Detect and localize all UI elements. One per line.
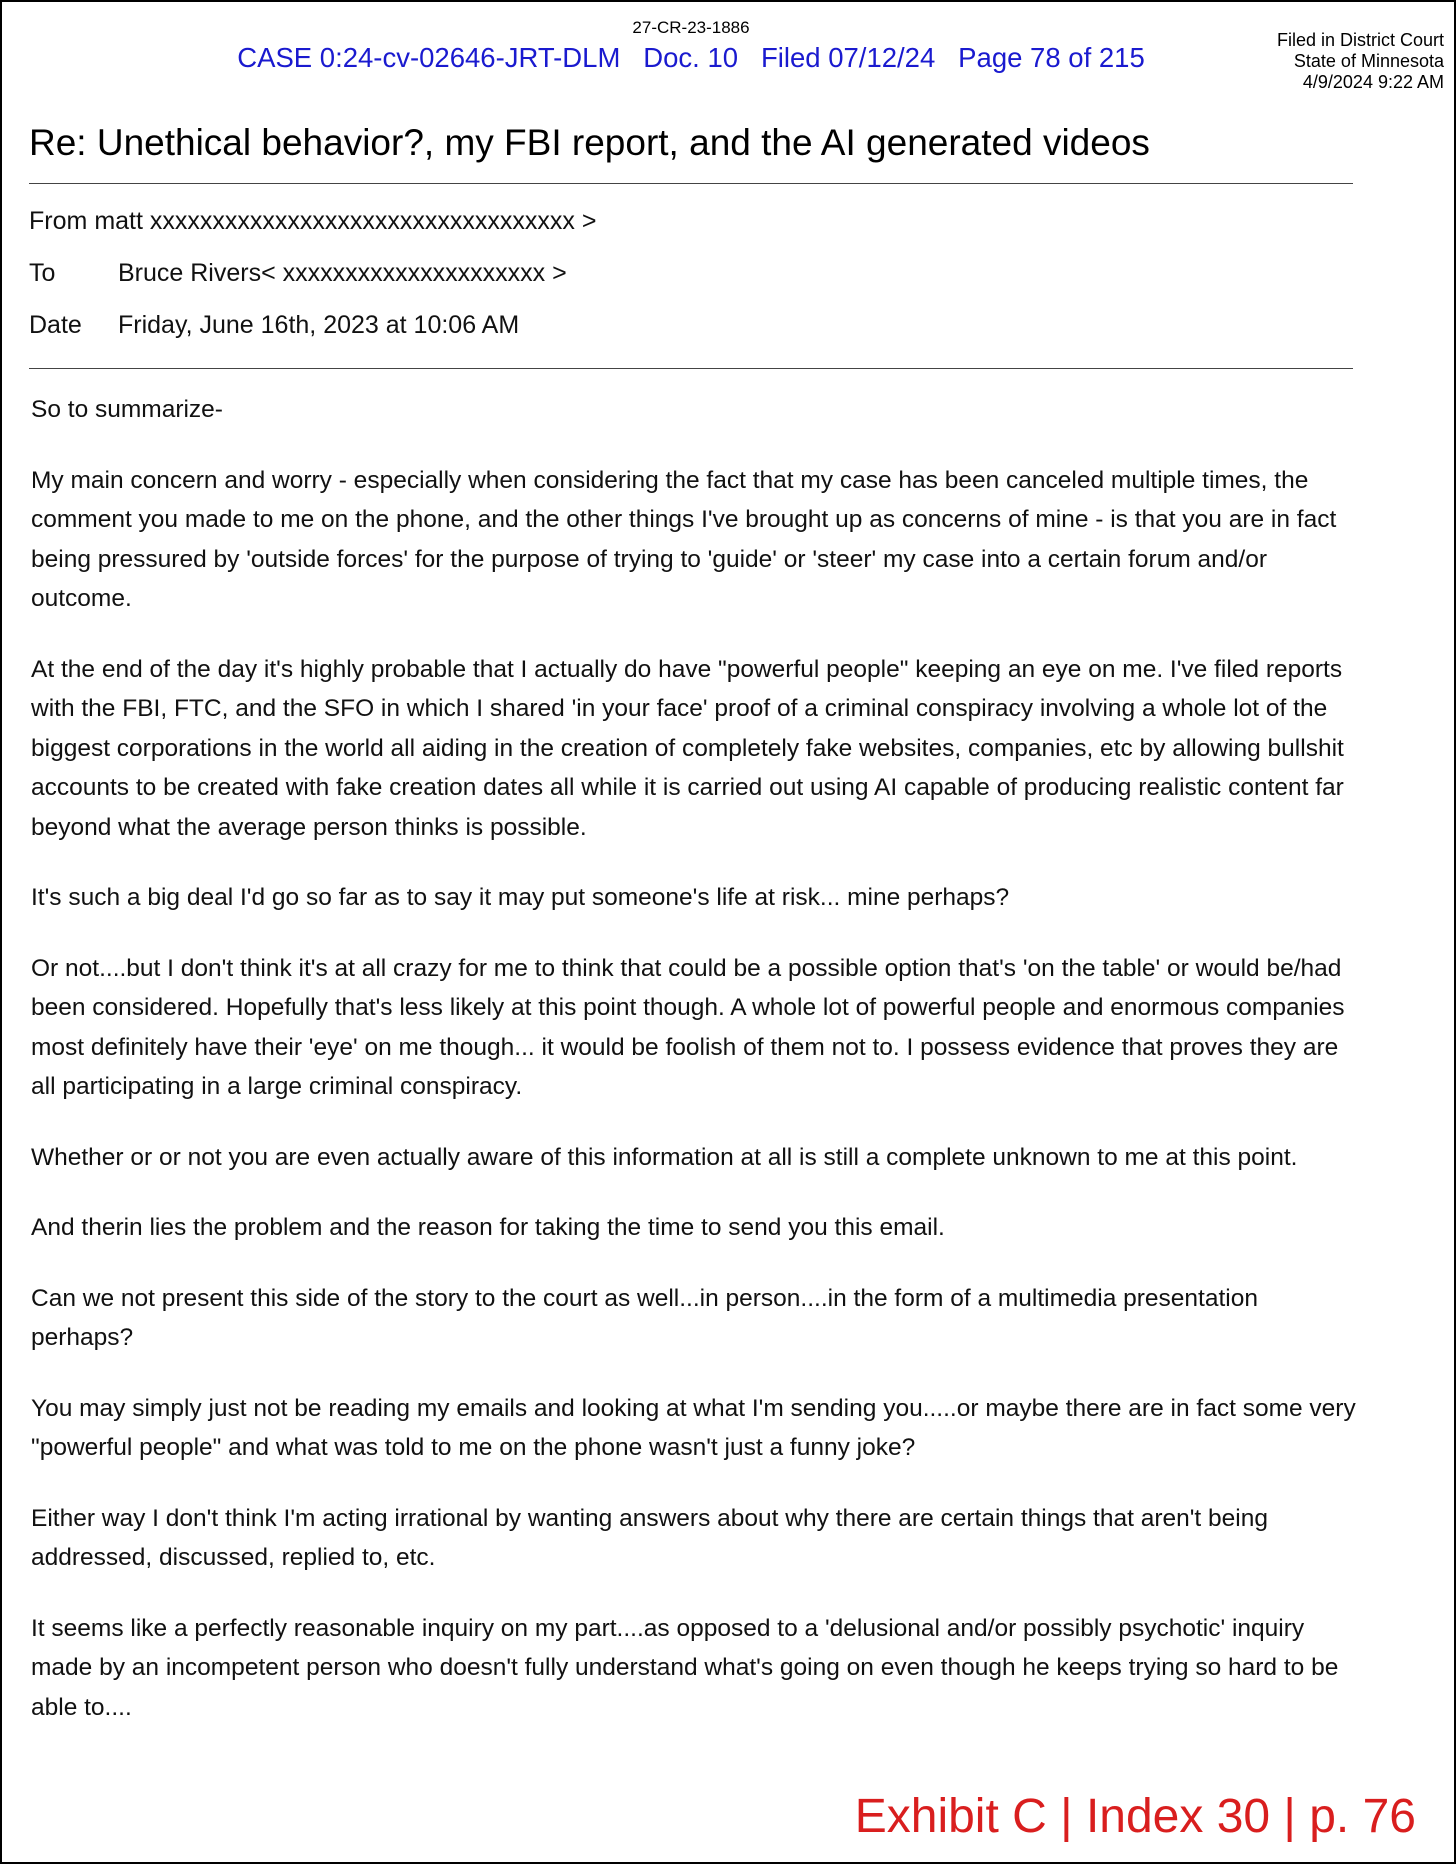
filed-stamp-line-court: Filed in District Court bbox=[1276, 30, 1444, 50]
filed-stamp bbox=[1277, 30, 1444, 93]
body-paragraph: At the end of the day it's highly probable that I actually do have "powerful people" keeping an eye on me. I've filed reports with the FBI, FTC, and the SFO in which I shared 'in your face' proof of a criminal conspiracy involving a whole lot of the biggest corporations in the world all aiding in the creation of completely fake websites, companies, etc by allowing bullshit accounts to be created with fake creation dates all while it is carried out using AI capable of producing realistic content far beyond what the average person thinks is possible. bbox=[31, 655, 1344, 841]
email-from-row bbox=[29, 207, 596, 236]
body-paragraph: Can we not present this side of the story to the court as well...in person....in the form of a multimedia presentation perhaps? bbox=[31, 1284, 1258, 1351]
filed-stamp-line-datetime: 4/9/2024 9:22 AM bbox=[1302, 72, 1444, 92]
body-paragraph: It seems like a perfectly reasonable inquiry on my part....as opposed to a 'delusional and/or possibly psychotic' inquiry made by an incompetent person who doesn't fully understand what's going on even though he keeps trying so hard to be able to.... bbox=[31, 1614, 1339, 1721]
body-paragraph: And therin lies the problem and the reason for taking the time to send you this email. bbox=[31, 1214, 945, 1241]
body-paragraph: Whether or or not you are even actually aware of this information at all is still a complete unknown to me at this point. bbox=[31, 1143, 1298, 1171]
from-label: From bbox=[29, 207, 88, 235]
body-paragraph: You may simply just not be reading my emails and looking at what I'm sending you.....or maybe there are in fact some very "powerful people" and what was told to me on the phone wasn't just a funny joke? bbox=[31, 1394, 1356, 1461]
filed-stamp-line-state: State of Minnesota bbox=[1293, 51, 1444, 71]
to-value: Bruce Rivers< xxxxxxxxxxxxxxxxxxxxx > bbox=[118, 259, 567, 287]
email-subject: Re: Unethical behavior?, my FBI report, and the AI generated videos bbox=[29, 122, 1150, 163]
email-body bbox=[31, 390, 1356, 1758]
body-paragraph: So to summarize- bbox=[31, 396, 223, 423]
header-divider-top bbox=[29, 183, 1353, 184]
federal-case-header: CASE 0:24-cv-02646-JRT-DLM Doc. 10 Filed 07/12/24 Page 78 of 215 bbox=[237, 42, 1145, 73]
to-label: To bbox=[29, 259, 56, 287]
body-paragraph: It's such a big deal I'd go so far as to say it may put someone's life at risk... mine perhaps? bbox=[31, 884, 1010, 911]
state-case-number: 27-CR-23-1886 bbox=[632, 18, 750, 37]
from-value: matt xxxxxxxxxxxxxxxxxxxxxxxxxxxxxxxxxx > bbox=[94, 207, 597, 235]
date-label: Date bbox=[29, 311, 82, 339]
email-date-row bbox=[29, 311, 519, 340]
header-divider-bottom bbox=[29, 368, 1353, 369]
exhibit-label: Exhibit C | Index 30 | p. 76 bbox=[854, 1790, 1416, 1843]
body-paragraph: Either way I don't think I'm acting irrational by wanting answers about why there are certain things that aren't being addressed, discussed, replied to, etc. bbox=[31, 1504, 1268, 1571]
body-paragraph: Or not....but I don't think it's at all crazy for me to think that could be a possible option that's 'on the table' or would be/had been considered. Hopefully that's less likely at this point though. A whole lot of powerful people and enormous companies most definitely have their 'eye' on me though... it would be foolish of them not to. I possess evidence that proves they are all participating in a large criminal conspiracy. bbox=[31, 954, 1345, 1100]
email-to-row bbox=[29, 259, 567, 288]
date-value: Friday, June 16th, 2023 at 10:06 AM bbox=[118, 311, 520, 339]
body-paragraph: My main concern and worry - especially when considering the fact that my case has been canceled multiple times, the comment you made to me on the phone, and the other things I've brought up as concerns of mine - is that you are in fact being pressured by 'outside forces' for the purpose of trying to 'guide' or 'steer' my case into a certain forum and/or outcome. bbox=[31, 466, 1337, 612]
